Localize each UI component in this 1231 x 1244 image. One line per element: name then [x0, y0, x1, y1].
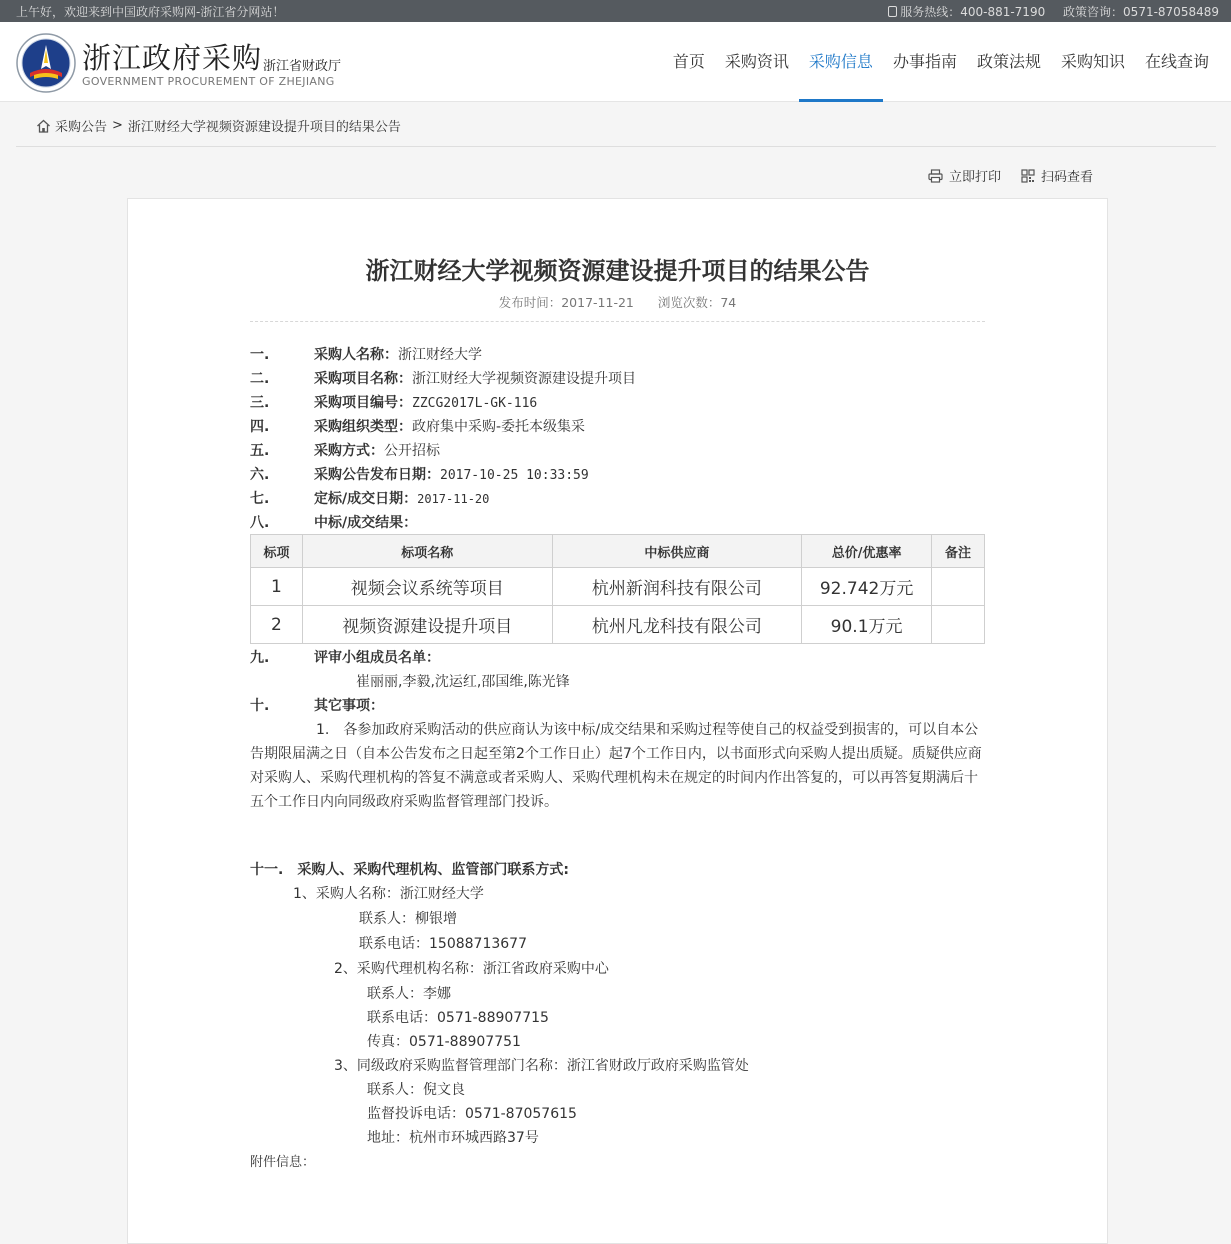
nav-guide[interactable]: 办事指南 — [892, 52, 957, 71]
breadcrumb-separator: > — [112, 118, 123, 133]
contacts-heading: 十一. 采购人、采购代理机构、监管部门联系方式: — [250, 862, 569, 878]
view-count: 浏览次数：74 — [657, 295, 737, 310]
purchaser-phone: 联系电话：15088713677 — [359, 936, 527, 952]
nav-procurement-news[interactable]: 采购资讯 — [724, 52, 789, 71]
nav-policy[interactable]: 政策法规 — [976, 52, 1041, 71]
supervisor-name: 3、同级政府采购监督管理部门名称：浙江省财政厅政府采购监管处 — [334, 1058, 749, 1074]
info-row — [250, 512, 417, 532]
row-number: 五. — [250, 443, 270, 459]
print-label: 立即打印 — [948, 170, 1001, 185]
print-button[interactable] — [928, 166, 1001, 185]
breadcrumb-root[interactable]: 采购公告 — [55, 120, 108, 135]
row-number: 六. — [250, 467, 270, 483]
purchaser-contact: 联系人：柳银增 — [359, 911, 457, 927]
table-cell: 2 — [251, 606, 303, 644]
row-label: 其它事项： — [314, 698, 384, 714]
top-bar — [0, 0, 1231, 22]
policy-consult-text: 政策咨询：0571-87058489 — [1063, 5, 1219, 19]
column-header: 备注 — [932, 535, 985, 568]
column-header: 总价/优惠率 — [802, 535, 932, 568]
row-number: 九. — [250, 650, 270, 666]
phone-icon — [888, 6, 897, 17]
column-header: 标项 — [251, 535, 303, 568]
scan-label: 扫码查看 — [1040, 170, 1093, 185]
brand-title[interactable]: 浙江政府采购 — [82, 41, 263, 75]
agency-phone: 联系电话：0571-88907715 — [367, 1010, 549, 1026]
document-title: 浙江财经大学视频资源建设提升项目的结果公告 — [365, 257, 870, 285]
table-cell: 视频会议系统等项目 — [302, 568, 552, 606]
table-cell: 92.742万元 — [802, 568, 932, 606]
row-label: 采购人名称： — [314, 347, 398, 363]
brand-subtitle: 浙江省财政厅 — [263, 59, 342, 74]
row-label: 中标/成交结果： — [314, 515, 418, 531]
title-divider — [250, 321, 985, 322]
hotline-text: 服务热线：400-881-7190 — [900, 5, 1046, 19]
page-tools — [908, 166, 1093, 185]
row-number: 二. — [250, 371, 270, 387]
row-value: 政府集中采购-委托本级集采 — [412, 419, 586, 435]
result-table — [250, 534, 985, 644]
table-cell — [932, 568, 985, 606]
info-row — [250, 695, 384, 715]
purchaser-name: 1、采购人名称：浙江财经大学 — [293, 886, 484, 902]
table-cell: 1 — [251, 568, 303, 606]
document-panel — [127, 198, 1108, 1244]
table-header-row — [251, 535, 985, 568]
nav-knowledge[interactable]: 采购知识 — [1060, 52, 1125, 71]
greeting-text: 上午好，欢迎来到中国政府采购网-浙江省分网站！ — [16, 5, 285, 19]
table-cell: 杭州新润科技有限公司 — [552, 568, 802, 606]
row-value: 浙江财经大学视频资源建设提升项目 — [412, 371, 636, 387]
row-number: 四. — [250, 419, 270, 435]
table-row — [251, 606, 985, 644]
publish-time: 发布时间：2017-11-21 — [498, 295, 634, 310]
row-label: 采购组织类型： — [314, 419, 412, 435]
info-row — [250, 464, 589, 484]
info-row — [250, 440, 440, 460]
row-number: 一. — [250, 347, 270, 363]
table-cell: 90.1万元 — [802, 606, 932, 644]
info-row — [250, 368, 636, 388]
table-cell — [932, 606, 985, 644]
row-value: 浙江财经大学 — [398, 347, 482, 363]
scan-button[interactable] — [1021, 166, 1093, 185]
site-header — [0, 22, 1231, 102]
row-number: 八. — [250, 515, 270, 531]
row-number: 十. — [250, 698, 270, 714]
home-icon[interactable] — [36, 119, 51, 133]
nav-procurement-info[interactable]: 采购信息 — [799, 22, 883, 102]
paragraph-text: 1. 各参加政府采购活动的供应商认为该中标/成交结果和采购过程等使自己的权益受到损害的，可以自本公告期限届满之日（自本公告发布之日起至第2个工作日止）起7个工作日内，以书面形式向采购人提出质疑。质疑供应商对采购人、采购代理机构的答复不满意或者采购人、采购代理机构未在规定的时间内作出答复的，可以再答复期满后十五个工作日内向同级政府采购监督管理部门投诉。 — [250, 722, 982, 810]
row-value: 2017-11-20 — [417, 492, 490, 506]
info-row — [250, 344, 482, 364]
row-label: 采购方式： — [314, 443, 384, 459]
row-value: 公开招标 — [384, 443, 440, 459]
supervisor-phone: 监督投诉电话：0571-87057615 — [367, 1106, 577, 1122]
nav-online-query[interactable]: 在线查询 — [1144, 52, 1209, 71]
qrcode-icon — [1021, 169, 1035, 183]
nav-home[interactable]: 首页 — [672, 52, 705, 71]
table-cell: 杭州凡龙科技有限公司 — [552, 606, 802, 644]
row-label: 采购项目名称： — [314, 371, 412, 387]
supervisor-address: 地址：杭州市环城西路37号 — [367, 1130, 539, 1146]
info-row — [250, 416, 585, 436]
info-row — [250, 647, 440, 667]
row-number: 三. — [250, 395, 270, 411]
row-value: 2017-10-25 10:33:59 — [440, 468, 589, 483]
main-nav — [663, 22, 1219, 102]
document-meta — [128, 293, 1107, 311]
row-label: 定标/成交日期： — [314, 491, 418, 507]
info-row — [250, 488, 489, 508]
agency-contact: 联系人：李娜 — [367, 986, 451, 1002]
column-header: 中标供应商 — [552, 535, 802, 568]
logo-emblem-icon[interactable] — [16, 33, 76, 93]
other-matters-paragraph — [250, 718, 985, 814]
attachment-info: 附件信息： — [250, 1155, 316, 1170]
agency-name: 2、采购代理机构名称：浙江省政府采购中心 — [334, 961, 609, 977]
info-row — [250, 392, 537, 412]
row-number: 七. — [250, 491, 270, 507]
breadcrumb-current: 浙江财经大学视频资源建设提升项目的结果公告 — [127, 120, 401, 135]
breadcrumb — [16, 103, 1216, 147]
table-cell: 视频资源建设提升项目 — [302, 606, 552, 644]
row-value: ZZCG2017L-GK-116 — [412, 396, 538, 411]
row-label: 采购公告发布日期： — [314, 467, 440, 483]
row-label: 评审小组成员名单： — [314, 650, 440, 666]
supervisor-contact: 联系人：倪文良 — [367, 1082, 465, 1098]
table-row — [251, 568, 985, 606]
committee-members: 崔丽丽,李毅,沈运红,邵国维,陈光锋 — [356, 674, 570, 690]
brand-english: GOVERNMENT PROCUREMENT OF ZHEJIANG — [82, 75, 335, 88]
printer-icon — [928, 169, 943, 183]
agency-fax: 传真：0571-88907751 — [367, 1034, 521, 1050]
row-label: 采购项目编号： — [314, 395, 412, 411]
column-header: 标项名称 — [302, 535, 552, 568]
